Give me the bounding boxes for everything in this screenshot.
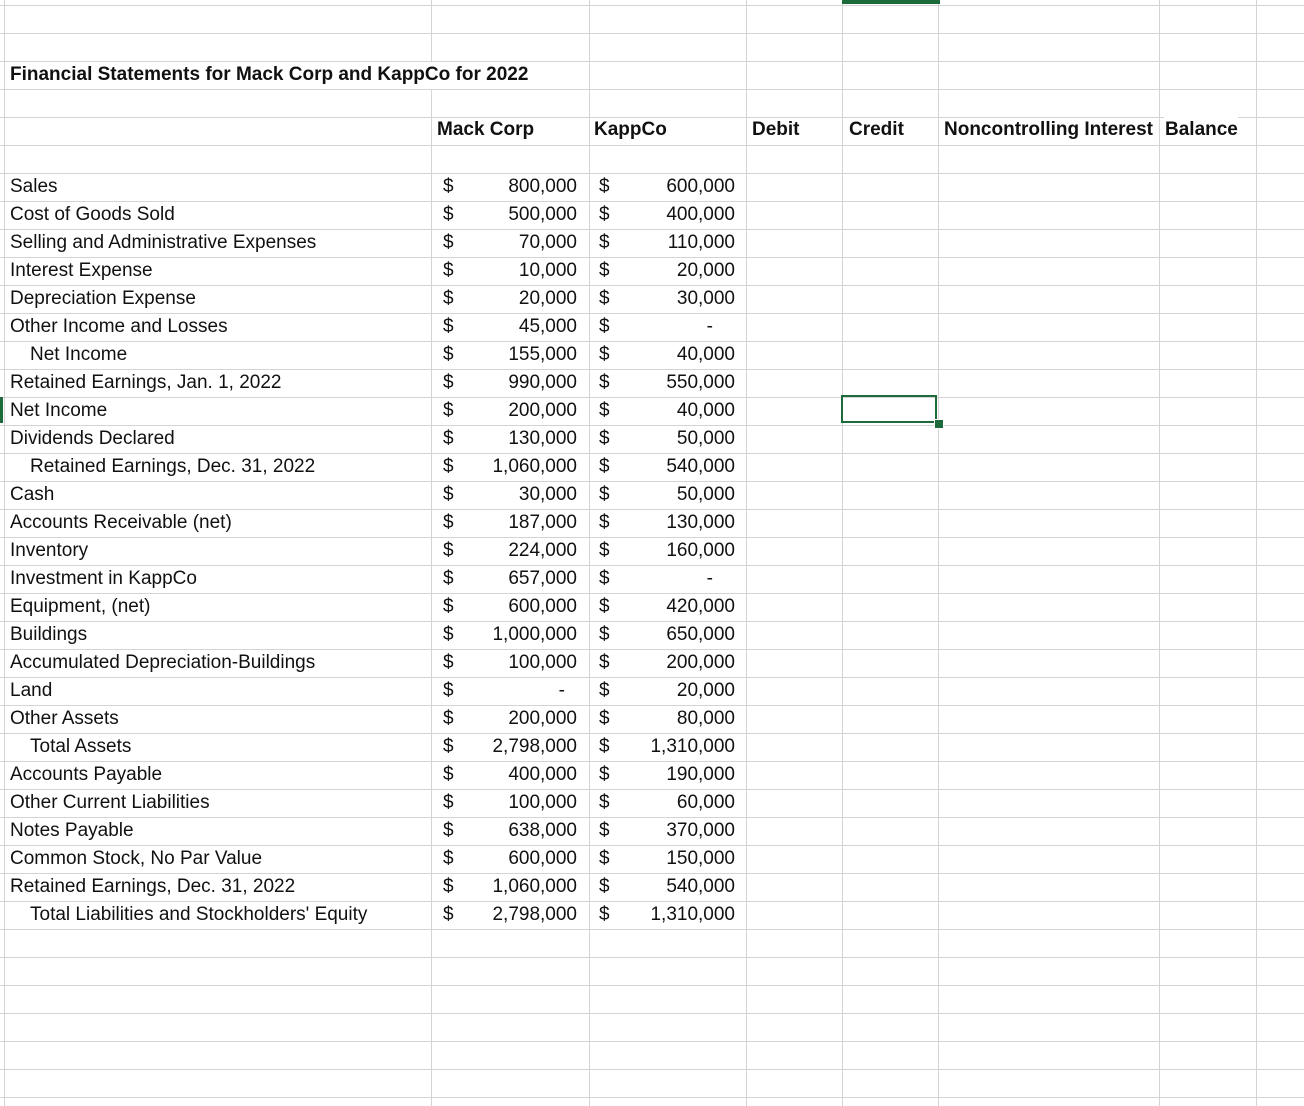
mack-currency-symbol[interactable]: $ (443, 736, 454, 757)
row-label[interactable]: Total Liabilities and Stockholders' Equity (30, 904, 368, 925)
kappco-value[interactable]: 540,000 (666, 876, 735, 897)
mack-currency-symbol[interactable]: $ (443, 652, 454, 673)
column-gridline (746, 0, 747, 1106)
header-noncontrolling-interest[interactable]: Noncontrolling Interest (944, 119, 1153, 140)
mack-currency-symbol[interactable]: $ (443, 456, 454, 477)
kappco-currency-symbol[interactable]: $ (599, 596, 610, 617)
mack-corp-value[interactable]: 70,000 (518, 232, 577, 253)
kappco-value[interactable]: 30,000 (676, 288, 735, 309)
mack-corp-value[interactable]: 990,000 (508, 372, 577, 393)
mack-corp-value[interactable]: 1,060,000 (492, 456, 577, 477)
kappco-currency-symbol[interactable]: $ (599, 764, 610, 785)
kappco-currency-symbol[interactable]: $ (599, 176, 610, 197)
column-gridline (1256, 0, 1257, 1106)
kappco-value[interactable]: 130,000 (666, 512, 735, 533)
row-label[interactable]: Equipment, (net) (10, 596, 151, 617)
kappco-currency-symbol[interactable]: $ (599, 456, 610, 477)
kappco-value[interactable]: 50,000 (676, 484, 735, 505)
mack-currency-symbol[interactable]: $ (443, 344, 454, 365)
kappco-value[interactable]: 40,000 (676, 344, 735, 365)
mack-corp-value[interactable]: 400,000 (508, 764, 577, 785)
mack-corp-value[interactable]: 100,000 (508, 652, 577, 673)
mack-currency-symbol[interactable]: $ (443, 876, 454, 897)
row-label[interactable]: Accounts Receivable (net) (10, 512, 232, 533)
mack-corp-value[interactable]: 45,000 (518, 316, 577, 337)
mack-corp-value[interactable]: 130,000 (508, 428, 577, 449)
mack-corp-value[interactable]: 657,000 (508, 568, 577, 589)
row-label[interactable]: Net Income (10, 400, 108, 421)
header-mack-corp[interactable]: Mack Corp (437, 119, 535, 140)
column-gridline (4, 0, 5, 1106)
column-gridline (938, 0, 939, 1106)
kappco-value[interactable]: 160,000 (666, 540, 735, 561)
mack-corp-value[interactable]: 224,000 (508, 540, 577, 561)
mack-corp-value[interactable]: 200,000 (508, 400, 577, 421)
row-label[interactable]: Common Stock, No Par Value (10, 848, 263, 869)
row-gridline (0, 145, 1304, 146)
mack-currency-symbol[interactable]: $ (443, 904, 454, 925)
kappco-currency-symbol[interactable]: $ (599, 372, 610, 393)
row-label[interactable]: Depreciation Expense (10, 288, 196, 309)
mack-corp-value[interactable]: 155,000 (508, 344, 577, 365)
mack-currency-symbol[interactable]: $ (443, 176, 454, 197)
row-label[interactable]: Total Assets (30, 736, 132, 757)
kappco-value[interactable]: 40,000 (676, 400, 735, 421)
kappco-currency-symbol[interactable]: $ (599, 260, 610, 281)
mack-corp-value[interactable]: 600,000 (508, 596, 577, 617)
kappco-currency-symbol[interactable]: $ (599, 680, 610, 701)
row-gridline (0, 929, 1304, 930)
mack-currency-symbol[interactable]: $ (443, 708, 454, 729)
row-label[interactable]: Other Current Liabilities (10, 792, 210, 813)
selected-row-indicator (0, 397, 3, 423)
mack-currency-symbol[interactable]: $ (443, 596, 454, 617)
kappco-value[interactable]: - (706, 316, 713, 337)
row-label[interactable]: Other Income and Losses (10, 316, 228, 337)
mack-currency-symbol[interactable]: $ (443, 848, 454, 869)
row-gridline (0, 985, 1304, 986)
kappco-value[interactable]: 540,000 (666, 456, 735, 477)
kappco-currency-symbol[interactable]: $ (599, 624, 610, 645)
kappco-value[interactable]: - (706, 568, 713, 589)
kappco-value[interactable]: 1,310,000 (650, 736, 735, 757)
kappco-currency-symbol[interactable]: $ (599, 400, 610, 421)
row-label[interactable]: Land (10, 680, 53, 701)
mack-corp-value[interactable]: 1,060,000 (492, 876, 577, 897)
kappco-value[interactable]: 60,000 (676, 792, 735, 813)
row-gridline (0, 1097, 1304, 1098)
kappco-value[interactable]: 20,000 (676, 680, 735, 701)
mack-currency-symbol[interactable]: $ (443, 568, 454, 589)
mack-corp-value[interactable]: 2,798,000 (492, 904, 577, 925)
mack-corp-value[interactable]: 2,798,000 (492, 736, 577, 757)
row-gridline (0, 957, 1304, 958)
kappco-currency-symbol[interactable]: $ (599, 512, 610, 533)
sheet-title[interactable]: Financial Statements for Mack Corp and KappCo for 2022 (10, 64, 529, 85)
kappco-currency-symbol[interactable]: $ (599, 820, 610, 841)
kappco-currency-symbol[interactable]: $ (599, 232, 610, 253)
mack-corp-value[interactable]: 500,000 (508, 204, 577, 225)
row-label[interactable]: Other Assets (10, 708, 119, 729)
mack-corp-value[interactable]: 10,000 (518, 260, 577, 281)
mack-corp-value[interactable]: 187,000 (508, 512, 577, 533)
mack-currency-symbol[interactable]: $ (443, 764, 454, 785)
kappco-currency-symbol[interactable]: $ (599, 792, 610, 813)
mack-corp-value[interactable]: 100,000 (508, 792, 577, 813)
kappco-currency-symbol[interactable]: $ (599, 484, 610, 505)
mack-currency-symbol[interactable]: $ (443, 260, 454, 281)
kappco-value[interactable]: 50,000 (676, 428, 735, 449)
row-gridline (0, 1041, 1304, 1042)
kappco-value[interactable]: 1,310,000 (650, 904, 735, 925)
mack-corp-value[interactable]: 600,000 (508, 848, 577, 869)
mack-currency-symbol[interactable]: $ (443, 204, 454, 225)
kappco-value[interactable]: 190,000 (666, 764, 735, 785)
mack-currency-symbol[interactable]: $ (443, 680, 454, 701)
row-label[interactable]: Notes Payable (10, 820, 134, 841)
header-balance[interactable]: Balance (1164, 116, 1238, 144)
kappco-currency-symbol[interactable]: $ (599, 568, 610, 589)
kappco-currency-symbol[interactable]: $ (599, 540, 610, 561)
row-label[interactable]: Retained Earnings, Dec. 31, 2022 (10, 876, 296, 897)
kappco-currency-symbol[interactable]: $ (599, 652, 610, 673)
kappco-currency-symbol[interactable]: $ (599, 708, 610, 729)
row-label[interactable]: Cash (10, 484, 55, 505)
mack-currency-symbol[interactable]: $ (443, 400, 454, 421)
kappco-currency-symbol[interactable]: $ (599, 344, 610, 365)
kappco-value[interactable]: 20,000 (676, 260, 735, 281)
row-gridline (0, 89, 1304, 90)
active-cell-selection[interactable] (841, 395, 937, 423)
mack-currency-symbol[interactable]: $ (443, 232, 454, 253)
row-label[interactable]: Retained Earnings, Jan. 1, 2022 (10, 372, 282, 393)
kappco-value[interactable]: 80,000 (676, 708, 735, 729)
mack-corp-value[interactable]: 200,000 (508, 708, 577, 729)
mack-currency-symbol[interactable]: $ (443, 792, 454, 813)
column-gridline (589, 0, 590, 1106)
header-credit[interactable]: Credit (849, 119, 904, 140)
mack-currency-symbol[interactable]: $ (443, 316, 454, 337)
kappco-value[interactable]: 150,000 (666, 848, 735, 869)
kappco-currency-symbol[interactable]: $ (599, 288, 610, 309)
column-gridline (431, 0, 432, 1106)
row-label[interactable]: Sales (10, 176, 58, 197)
row-gridline (0, 1069, 1304, 1070)
kappco-currency-symbol[interactable]: $ (599, 848, 610, 869)
mack-corp-value[interactable]: 20,000 (518, 288, 577, 309)
row-label[interactable]: Investment in KappCo (10, 568, 197, 589)
row-label[interactable]: Net Income (30, 344, 128, 365)
row-label[interactable]: Cost of Goods Sold (10, 204, 175, 225)
header-kappco[interactable]: KappCo (594, 119, 667, 140)
row-label[interactable]: Retained Earnings, Dec. 31, 2022 (30, 456, 316, 477)
column-gridline (842, 0, 843, 1106)
row-label[interactable]: Buildings (10, 624, 88, 645)
kappco-currency-symbol[interactable]: $ (599, 316, 610, 337)
mack-currency-symbol[interactable]: $ (443, 428, 454, 449)
mack-currency-symbol[interactable]: $ (443, 512, 454, 533)
kappco-value[interactable]: 600,000 (666, 176, 735, 197)
mack-currency-symbol[interactable]: $ (443, 540, 454, 561)
row-label[interactable]: Dividends Declared (10, 428, 175, 449)
mack-currency-symbol[interactable]: $ (443, 484, 454, 505)
mack-currency-symbol[interactable]: $ (443, 820, 454, 841)
row-label[interactable]: Selling and Administrative Expenses (10, 232, 317, 253)
row-label[interactable]: Interest Expense (10, 260, 153, 281)
kappco-currency-symbol[interactable]: $ (599, 876, 610, 897)
row-gridline (0, 5, 1304, 6)
kappco-value[interactable]: 110,000 (667, 232, 735, 253)
mack-corp-value[interactable]: - (558, 680, 565, 701)
column-gridline (1159, 0, 1160, 1106)
selected-column-indicator (842, 0, 940, 4)
row-gridline (0, 1013, 1304, 1014)
mack-currency-symbol[interactable]: $ (443, 372, 454, 393)
kappco-currency-symbol[interactable]: $ (599, 428, 610, 449)
mack-corp-value[interactable]: 1,000,000 (492, 624, 577, 645)
mack-currency-symbol[interactable]: $ (443, 624, 454, 645)
mack-corp-value[interactable]: 800,000 (508, 176, 577, 197)
header-debit[interactable]: Debit (752, 119, 800, 140)
row-label[interactable]: Inventory (10, 540, 89, 561)
row-gridline (0, 33, 1304, 34)
kappco-currency-symbol[interactable]: $ (599, 204, 610, 225)
kappco-value[interactable]: 420,000 (666, 596, 735, 617)
fill-handle[interactable] (934, 419, 944, 429)
kappco-value[interactable]: 200,000 (666, 652, 735, 673)
mack-corp-value[interactable]: 638,000 (508, 820, 577, 841)
kappco-value[interactable]: 400,000 (666, 204, 735, 225)
kappco-value[interactable]: 550,000 (666, 372, 735, 393)
mack-currency-symbol[interactable]: $ (443, 288, 454, 309)
row-label[interactable]: Accounts Payable (10, 764, 163, 785)
kappco-value[interactable]: 650,000 (666, 624, 735, 645)
mack-corp-value[interactable]: 30,000 (518, 484, 577, 505)
kappco-currency-symbol[interactable]: $ (599, 736, 610, 757)
kappco-value[interactable]: 370,000 (666, 820, 735, 841)
kappco-currency-symbol[interactable]: $ (599, 904, 610, 925)
row-label[interactable]: Accumulated Depreciation-Buildings (10, 652, 316, 673)
